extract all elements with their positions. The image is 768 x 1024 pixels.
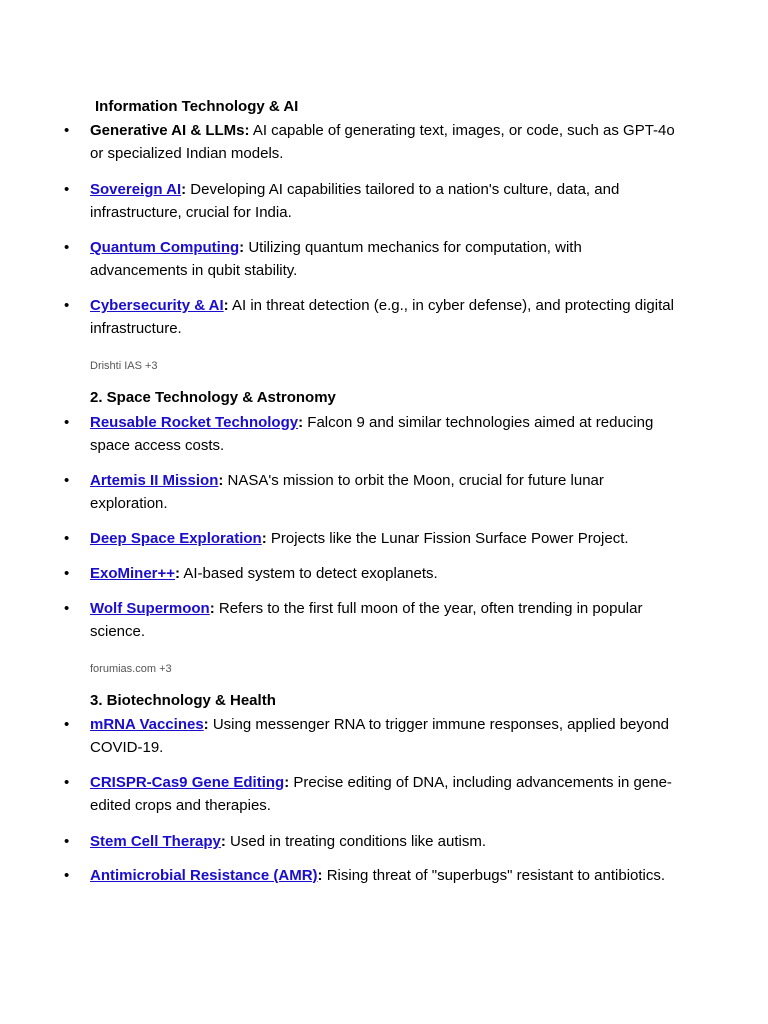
section-heading: 3. Biotechnology & Health [90, 692, 276, 709]
list-item-text [90, 119, 680, 165]
list-item-text [90, 562, 680, 585]
bullet-icon: • [64, 472, 70, 489]
bullet-icon: • [64, 181, 70, 198]
bullet-icon: • [64, 867, 70, 884]
bullet-icon: • [64, 122, 70, 139]
item-description: Precise editing of DNA, including advancements in gene-edited crops and therapies. [90, 774, 672, 814]
list-item-text [90, 597, 680, 643]
list-item-text [90, 411, 680, 457]
term-colon: : [317, 867, 323, 884]
term-link-stem-cell[interactable]: Stem Cell Therapy [90, 833, 221, 850]
term-colon: : [239, 239, 245, 256]
bullet-icon: • [64, 833, 70, 850]
item-description: AI in threat detection (e.g., in cyber defense), and protecting digital infrastructure. [90, 297, 674, 337]
source-attribution[interactable]: Drishti IAS +3 [90, 360, 158, 372]
term-link-crispr[interactable]: CRISPR-Cas9 Gene Editing [90, 774, 285, 791]
list-item-text [90, 294, 680, 340]
bullet-icon: • [64, 414, 70, 431]
term-link-artemis-ii[interactable]: Artemis II Mission [90, 472, 219, 489]
term-link-cybersecurity-ai[interactable]: Cybersecurity & AI [90, 297, 224, 314]
term-link-sovereign-ai[interactable]: Sovereign AI [90, 181, 182, 198]
term-link-amr[interactable]: Antimicrobial Resistance (AMR) [90, 867, 318, 884]
item-description: Developing AI capabilities tailored to a nation's culture, data, and infrastructure, crucial for India. [90, 181, 620, 221]
term-colon: : [181, 181, 187, 198]
list-item-text [90, 771, 680, 817]
source-attribution[interactable]: forumias.com +3 [90, 663, 172, 675]
term-link-mrna-vaccines[interactable]: mRNA Vaccines [90, 716, 204, 733]
term-link-exominer[interactable]: ExoMiner++ [90, 565, 176, 582]
item-description: AI capable of generating text, images, or code, such as GPT-4o or specialized Indian models. [90, 122, 675, 162]
item-description: AI-based system to detect exoplanets. [180, 565, 438, 582]
term-link-reusable-rocket[interactable]: Reusable Rocket Technology [90, 414, 299, 431]
term-colon: : [284, 774, 290, 791]
list-item-text [90, 864, 680, 887]
item-term: Generative AI & LLMs: [90, 122, 250, 139]
item-description: Rising threat of "superbugs" resistant to antibiotics. [322, 867, 666, 884]
list-item-text [90, 178, 680, 224]
list-item-text [90, 469, 680, 515]
item-description: Falcon 9 and similar technologies aimed at reducing space access costs. [90, 414, 654, 454]
term-colon: : [175, 565, 181, 582]
item-description: Used in treating conditions like autism. [225, 833, 487, 850]
term-colon: : [203, 716, 209, 733]
bullet-icon: • [64, 297, 70, 314]
term-colon: : [298, 414, 304, 431]
section-heading: Information Technology & AI [95, 98, 299, 115]
item-description: Refers to the first full moon of the year, often trending in popular science. [90, 600, 643, 640]
bullet-icon: • [64, 600, 70, 617]
term-colon: : [261, 530, 267, 547]
bullet-icon: • [64, 774, 70, 791]
term-link-deep-space[interactable]: Deep Space Exploration [90, 530, 262, 547]
term-colon: : [223, 297, 229, 314]
list-item-text [90, 236, 680, 282]
term-colon: : [209, 600, 215, 617]
bullet-icon: • [64, 565, 70, 582]
term-link-wolf-supermoon[interactable]: Wolf Supermoon [90, 600, 210, 617]
list-item-text [90, 527, 680, 550]
item-description: Projects like the Lunar Fission Surface Power Project. [266, 530, 629, 547]
term-link-quantum-computing[interactable]: Quantum Computing [90, 239, 240, 256]
list-item-text [90, 713, 680, 759]
item-description: Using messenger RNA to trigger immune responses, applied beyond COVID-19. [90, 716, 669, 756]
list-item-text [90, 830, 680, 853]
section-heading: 2. Space Technology & Astronomy [90, 389, 336, 406]
bullet-icon: • [64, 239, 70, 256]
term-colon: : [220, 833, 226, 850]
item-description: NASA's mission to orbit the Moon, crucial for future lunar exploration. [90, 472, 604, 512]
bullet-icon: • [64, 530, 70, 547]
term-colon: : [218, 472, 224, 489]
item-description: Utilizing quantum mechanics for computation, with advancements in qubit stability. [90, 239, 582, 279]
bullet-icon: • [64, 716, 70, 733]
